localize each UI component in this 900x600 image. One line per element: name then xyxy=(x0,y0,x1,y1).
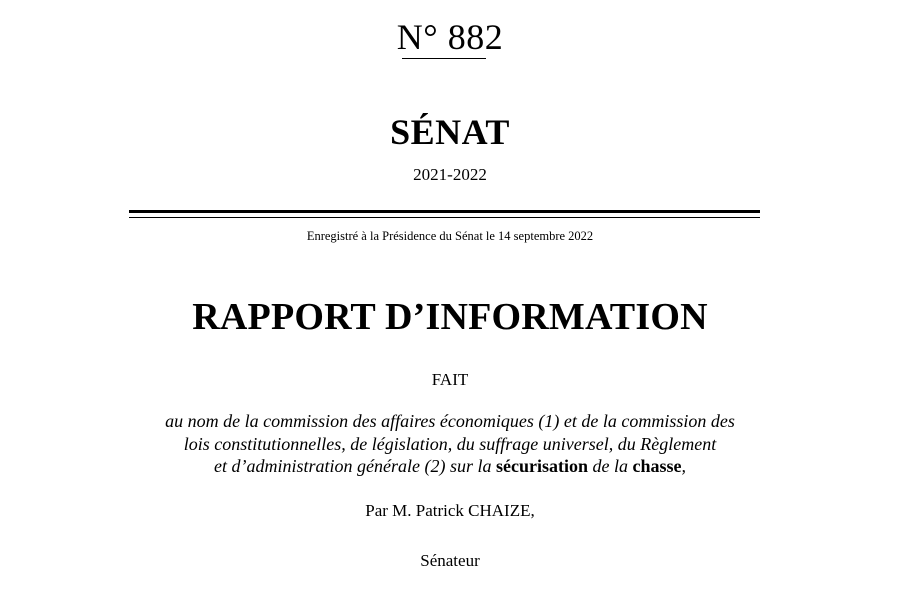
mandate-line-1: au nom de la commission des affaires économiques (1) et de la commission des xyxy=(165,411,735,431)
double-rule-divider xyxy=(129,210,760,218)
registration-date: Enregistré à la Présidence du Sénat le 14 septembre 2022 xyxy=(306,229,594,243)
mandate-line-3-text-a: et d’administration générale (2) sur la xyxy=(214,456,496,476)
mandate-line-3-text-b: de la xyxy=(587,456,633,476)
mandate-line-2: lois constitutionnelles, de législation, du suffrage universel, du Règlement xyxy=(183,433,717,454)
document-number: N° 882 xyxy=(396,17,504,57)
subject-chasse: chasse xyxy=(632,456,682,476)
mandate-line-3 xyxy=(0,455,900,478)
author-title: Sénateur xyxy=(420,551,480,570)
mandate-line-3-text-c: , xyxy=(681,456,686,476)
commission-mandate xyxy=(0,410,900,478)
chamber-title: SÉNAT xyxy=(390,112,510,152)
document-number-block xyxy=(0,16,900,64)
report-type-title: RAPPORT D’INFORMATION xyxy=(192,296,708,338)
document-number-underline xyxy=(402,58,486,59)
session-years: 2021-2022 xyxy=(413,165,487,184)
subject-securisation: sécurisation xyxy=(495,456,588,476)
made-label: FAIT xyxy=(431,370,469,389)
author-name: Par M. Patrick CHAIZE, xyxy=(365,501,535,520)
